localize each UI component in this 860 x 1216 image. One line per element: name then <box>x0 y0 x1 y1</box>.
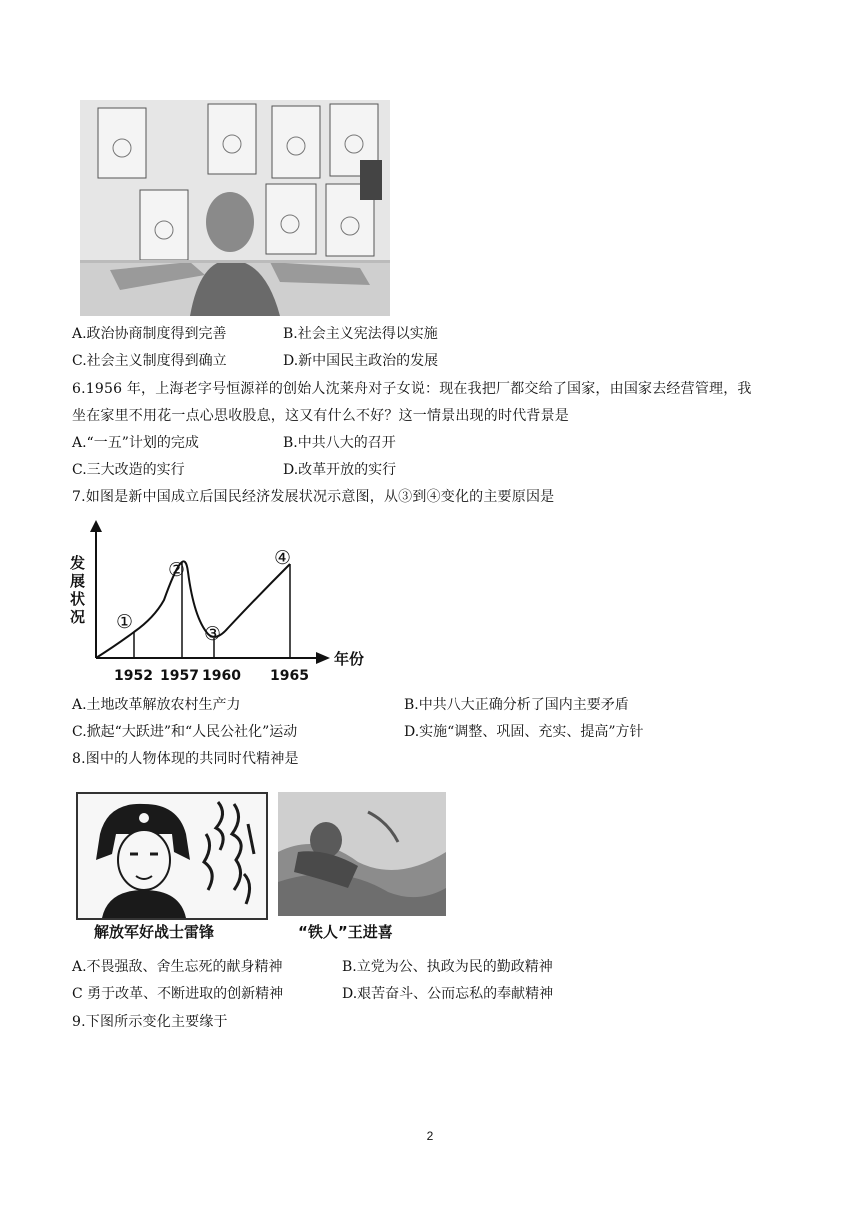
point-label-4: ④ <box>274 547 292 569</box>
lei-feng-poster <box>76 792 268 920</box>
q9-stem: 9.下图所示变化主要缘于 <box>72 1014 228 1030</box>
q8-option-b: B.立党为公、执政为民的勤政精神 <box>342 959 553 975</box>
year-1957: 1957 <box>160 668 199 682</box>
year-1965: 1965 <box>270 668 309 682</box>
lei-feng-portrait-drawing <box>78 794 266 918</box>
q5-option-b: B.社会主义宪法得以实施 <box>283 326 438 342</box>
point-label-3: ③ <box>204 623 222 645</box>
certificates-photo-drawing <box>80 100 390 316</box>
q8-option-c: C 勇于改革、不断进取的创新精神 <box>72 986 284 1002</box>
q6-option-b: B.中共八大的召开 <box>283 435 396 451</box>
point-label-1: ① <box>116 611 134 633</box>
ylabel-char-2: 状 <box>70 590 86 608</box>
lei-feng-caption: 解放军好战士雷锋 <box>94 923 215 941</box>
ylabel-char-3: 况 <box>70 608 86 626</box>
wang-jinxi-caption: “铁人”王进喜 <box>298 923 393 941</box>
q6-stem-line2: 坐在家里不用花一点心思收股息，这又有什么不好？这一情景出现的时代背景是 <box>72 408 569 424</box>
q7-stem: 7.如图是新中国成立后国民经济发展状况示意图，从③到④变化的主要原因是 <box>72 489 555 505</box>
q6-option-d: D.改革开放的实行 <box>283 462 397 478</box>
q6-option-c: C.三大改造的实行 <box>72 462 185 478</box>
ylabel-char-0: 发 <box>70 554 86 572</box>
year-1952: 1952 <box>114 668 153 682</box>
page-number: 2 <box>426 1129 434 1143</box>
economy-development-diagram <box>68 518 382 682</box>
q7-option-a: A.土地改革解放农村生产力 <box>72 697 241 713</box>
q7-option-d: D.实施“调整、巩固、充实、提高”方针 <box>404 724 644 740</box>
q6-stem-line1: 6.1956 年，上海老字号恒源祥的创始人沈莱舟对子女说：现在我把厂都交给了国家，由国家去经营管理，我 <box>72 381 752 397</box>
xlabel: 年份 <box>334 650 365 668</box>
q8-option-d: D.艰苦奋斗、公而忘私的奉献精神 <box>342 986 554 1002</box>
x-axis-arrow <box>316 652 330 664</box>
q8-stem: 8.图中的人物体现的共同时代精神是 <box>72 751 299 767</box>
wang-jinxi-photo-drawing <box>278 792 446 916</box>
ylabel-char-1: 展 <box>70 572 86 590</box>
q8-option-a: A.不畏强敌、舍生忘死的献身精神 <box>72 959 283 975</box>
point-label-2: ② <box>168 559 186 581</box>
certificates-photo <box>80 100 390 316</box>
wang-jinxi-photo <box>278 792 446 916</box>
q5-option-d: D.新中国民主政治的发展 <box>283 353 439 369</box>
development-curve <box>96 561 290 658</box>
y-axis-arrow <box>90 520 102 532</box>
q5-option-c: C.社会主义制度得到确立 <box>72 353 227 369</box>
year-1960: 1960 <box>202 668 241 682</box>
q7-option-c: C.掀起“大跃进”和“人民公社化”运动 <box>72 724 298 740</box>
q5-option-a: A.政治协商制度得到完善 <box>72 326 227 342</box>
q7-option-b: B.中共八大正确分析了国内主要矛盾 <box>404 697 629 713</box>
q6-option-a: A.“一五”计划的完成 <box>72 435 199 451</box>
